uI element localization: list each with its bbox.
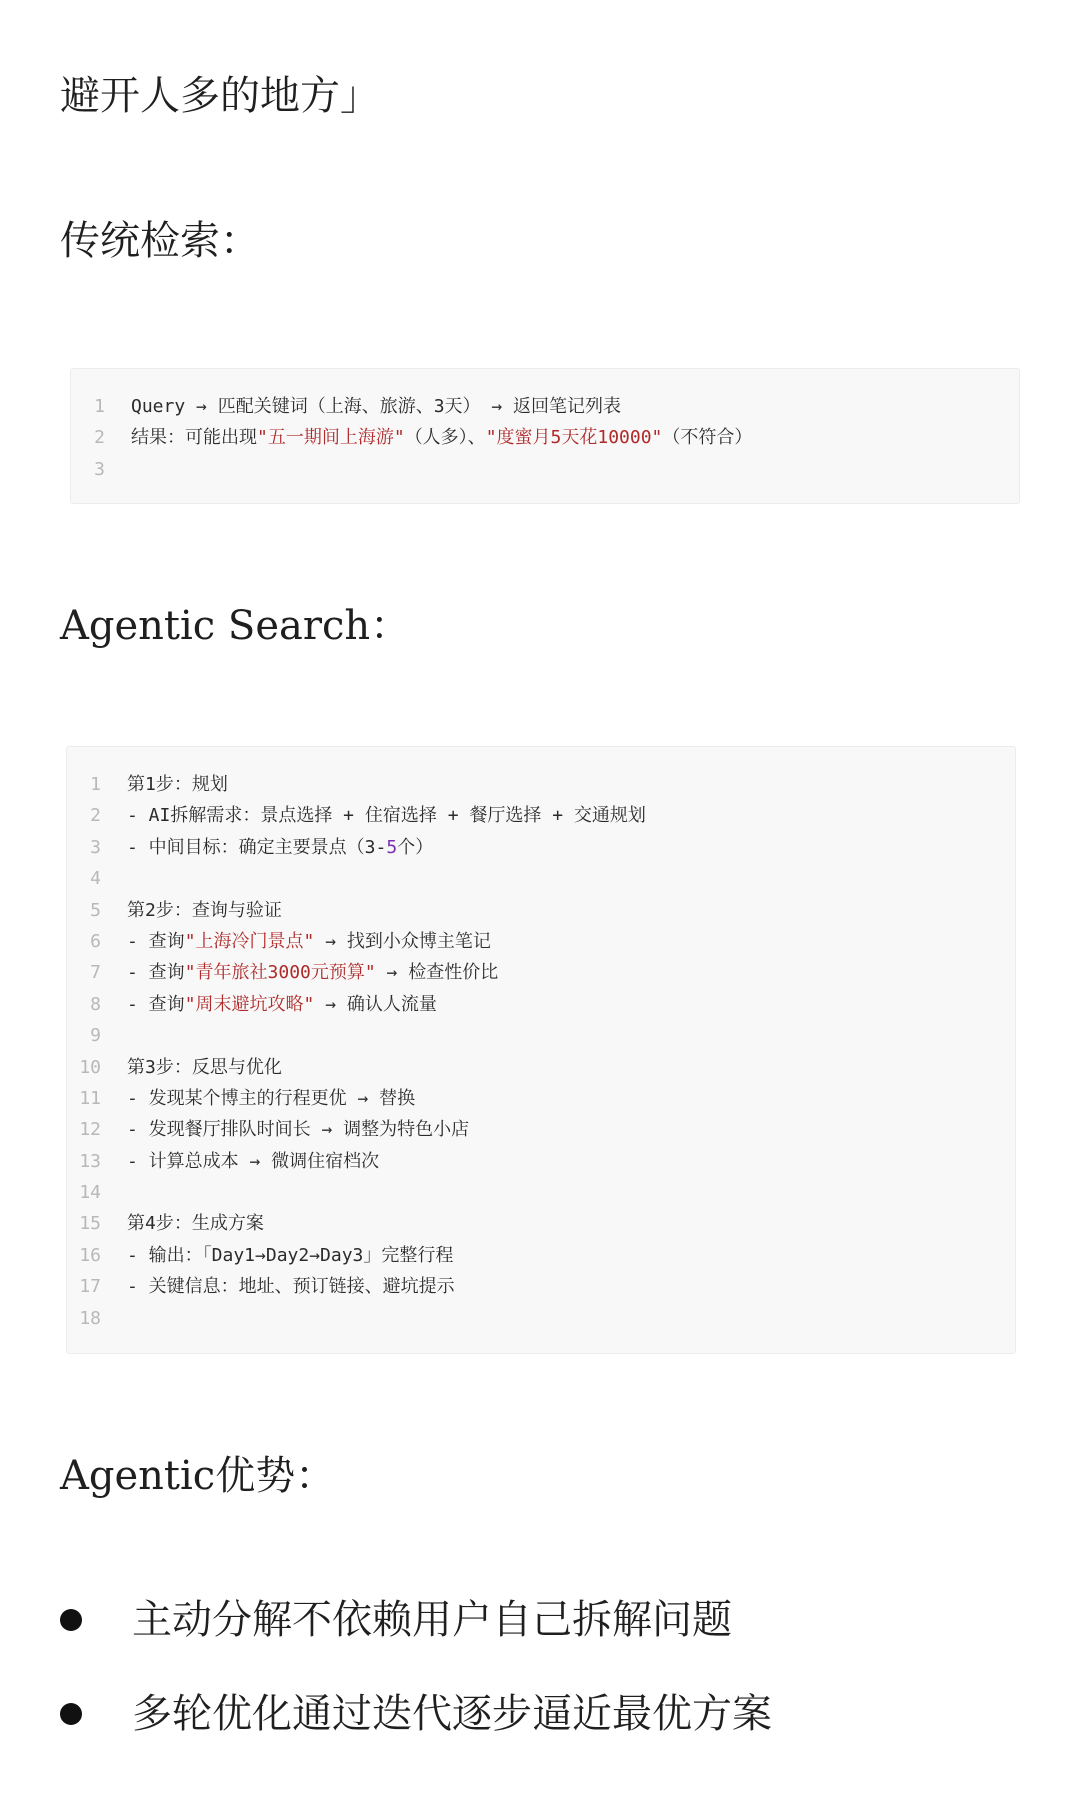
code-text xyxy=(127,1083,415,1114)
code-line xyxy=(67,1208,1015,1239)
line-number: 6 xyxy=(90,930,101,952)
line-number: 1 xyxy=(90,774,101,795)
line-number: 3 xyxy=(90,836,101,858)
line-number: 7 xyxy=(90,962,101,984)
code-line xyxy=(67,1177,1015,1208)
code-text xyxy=(127,957,498,988)
code-plain: - 发现餐厅排队时间长 → 调整为特色小店 xyxy=(127,1119,470,1141)
code-text xyxy=(127,1146,379,1177)
code-line xyxy=(67,1271,1015,1302)
line-number: 10 xyxy=(79,1056,101,1078)
code-string: "周末避坑攻略" xyxy=(184,993,315,1015)
agentic-search-heading: Agentic Search： xyxy=(60,603,411,649)
line-number: 15 xyxy=(79,1213,101,1235)
code-line xyxy=(67,957,1015,988)
code-plain: 第4步：生成方案 xyxy=(127,1213,264,1235)
code-plain: 个） xyxy=(397,836,434,858)
code-plain: 第2步：查询与验证 xyxy=(127,899,282,921)
code-line xyxy=(67,1240,1015,1271)
code-text xyxy=(127,1271,455,1302)
code-text xyxy=(127,769,228,800)
top-fragment-text: 避开人多的地方」 xyxy=(60,73,380,119)
traditional-search-heading: 传统检索： xyxy=(60,218,260,264)
code-text xyxy=(127,1208,264,1239)
code-line xyxy=(67,1146,1015,1177)
traditional-code-block xyxy=(70,368,1020,504)
code-plain: （人多）、 xyxy=(404,427,486,449)
code-plain: - 发现某个博主的行程更优 → 替换 xyxy=(127,1087,416,1109)
code-string: "五一期间上海游" xyxy=(257,427,405,449)
code-text xyxy=(127,1052,282,1083)
agentic-advantages-heading: Agentic优势： xyxy=(60,1453,336,1499)
code-line xyxy=(67,895,1015,926)
code-text xyxy=(127,1114,469,1145)
advantage-item-text: 多轮优化通过迭代逐步逼近最优方案 xyxy=(132,1691,772,1737)
code-plain: 第1步：规划 xyxy=(127,774,228,795)
line-number: 1 xyxy=(94,396,105,417)
code-line xyxy=(71,422,1019,453)
code-line xyxy=(67,769,1015,800)
code-line xyxy=(67,800,1015,831)
code-string: "上海冷门景点" xyxy=(184,930,315,952)
code-text xyxy=(127,989,437,1020)
code-plain: Query → 匹配关键词（上海、旅游、3天） → 返回笔记列表 xyxy=(131,396,622,417)
code-line xyxy=(67,863,1015,894)
code-line xyxy=(71,391,1019,422)
code-text xyxy=(127,926,491,957)
advantage-item xyxy=(60,1686,772,1742)
code-text xyxy=(127,1240,453,1271)
agentic-code-block xyxy=(66,746,1016,1354)
line-number: 9 xyxy=(90,1025,101,1047)
code-plain: 第3步：反思与优化 xyxy=(127,1056,282,1078)
code-line xyxy=(67,1083,1015,1114)
line-number: 13 xyxy=(79,1150,101,1172)
line-number: 3 xyxy=(94,458,105,480)
code-line xyxy=(67,989,1015,1020)
code-plain: → 确认人流量 xyxy=(314,993,437,1015)
advantage-item-text: 主动分解不依赖用户自己拆解问题 xyxy=(132,1597,732,1643)
line-number: 12 xyxy=(79,1119,101,1141)
code-plain: - 查询 xyxy=(127,962,185,984)
code-plain: 结果：可能出现 xyxy=(131,427,257,449)
code-text xyxy=(131,391,621,422)
line-number: 18 xyxy=(79,1307,101,1329)
code-plain: （不符合） xyxy=(662,427,753,449)
code-plain: - 关键信息：地址、预订链接、避坑提示 xyxy=(127,1276,455,1298)
line-number: 17 xyxy=(79,1276,101,1298)
line-number: 16 xyxy=(79,1244,101,1266)
code-line xyxy=(71,454,1019,485)
code-text xyxy=(127,832,433,863)
code-line xyxy=(67,1020,1015,1051)
code-line xyxy=(67,1303,1015,1334)
code-plain: → 检查性价比 xyxy=(375,962,499,984)
code-plain: - AI拆解需求：景点选择 + 住宿选择 + 餐厅选择 + 交通规划 xyxy=(127,805,646,827)
code-plain: - 查询 xyxy=(127,993,185,1015)
code-string: "度蜜月5天花10000" xyxy=(485,427,663,449)
line-number: 11 xyxy=(79,1087,101,1109)
line-number: 4 xyxy=(90,868,101,890)
line-number: 5 xyxy=(90,899,101,921)
code-text xyxy=(127,895,282,926)
code-line xyxy=(67,832,1015,863)
line-number: 2 xyxy=(94,427,105,449)
code-text xyxy=(131,422,752,453)
code-line xyxy=(67,1114,1015,1145)
code-plain: - 输出：「Day1→Day2→Day3」完整行程 xyxy=(127,1244,454,1266)
code-plain: → 找到小众博主笔记 xyxy=(314,930,491,952)
advantage-item xyxy=(60,1592,732,1648)
bullet-dot-icon xyxy=(60,1609,82,1631)
code-line xyxy=(67,926,1015,957)
code-plain: - 计算总成本 → 微调住宿档次 xyxy=(127,1150,380,1172)
line-number: 8 xyxy=(90,993,101,1015)
code-string: "青年旅社3000元预算" xyxy=(184,962,376,984)
code-plain: - 查询 xyxy=(127,930,185,952)
bullet-dot-icon xyxy=(60,1703,82,1725)
code-line xyxy=(67,1052,1015,1083)
code-text xyxy=(127,800,646,831)
code-number: 5 xyxy=(386,836,398,858)
line-number: 2 xyxy=(90,805,101,827)
code-plain: - 中间目标：确定主要景点（3- xyxy=(127,836,387,858)
line-number: 14 xyxy=(79,1182,101,1204)
